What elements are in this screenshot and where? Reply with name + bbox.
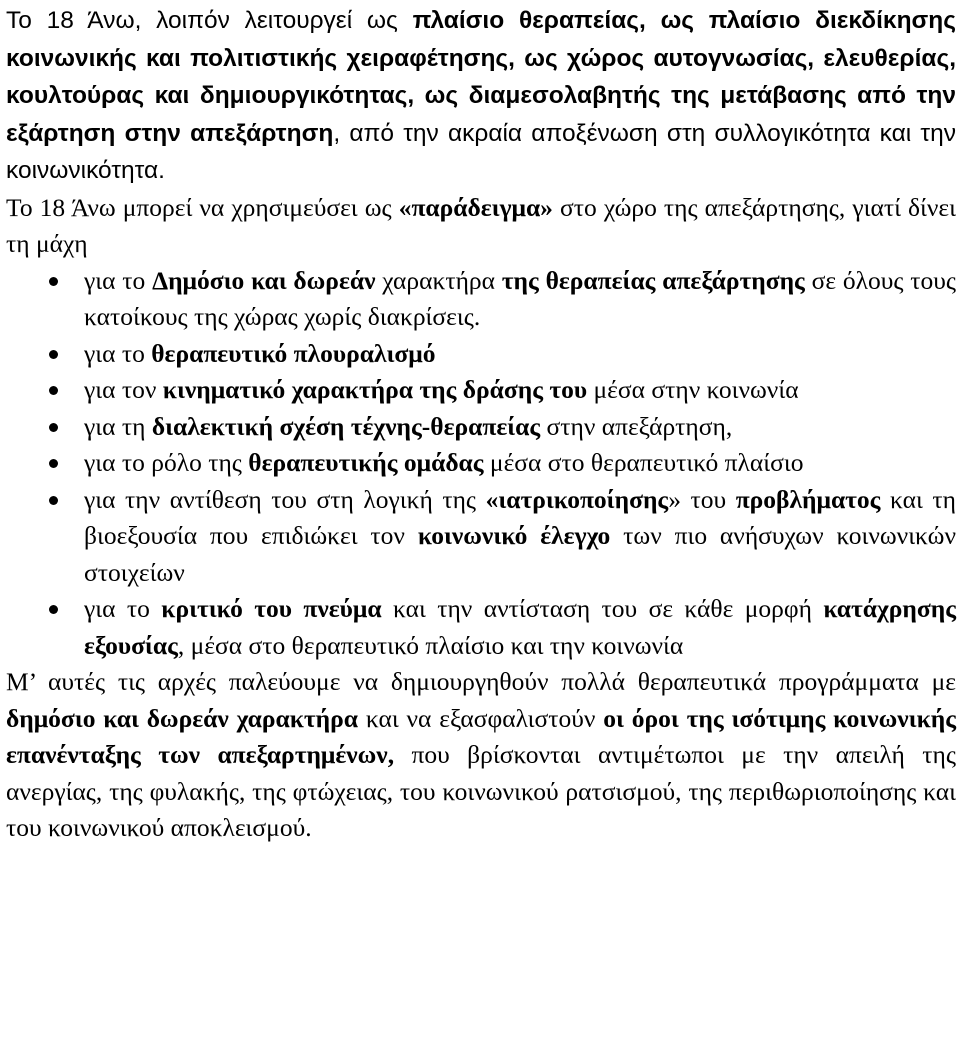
item-bold-text: προβλήματος: [735, 484, 881, 514]
item-bold-text: Δημόσιο και δωρεάν: [152, 265, 376, 295]
item-text: για το ρόλο της: [84, 448, 249, 477]
item-text: για το: [84, 338, 152, 368]
intro-paragraph: [6, 2, 956, 190]
list-item: [6, 336, 956, 373]
lead-text: Το 18 Άνω μπορεί να χρησιμεύσει ως: [6, 192, 399, 222]
item-text: μέσα στο θεραπευτικό πλαίσιο: [483, 448, 804, 477]
item-text: για το: [84, 265, 153, 295]
item-bold-text: κινηματικό χαρακτήρα της δράσης του: [162, 375, 588, 404]
item-bold-text: κοινωνικό έλεγχο: [417, 521, 611, 550]
closing-text: και να εξασφαλιστούν: [358, 703, 604, 733]
item-text: » του: [668, 484, 736, 514]
item-bold-text: «ιατρικοποίησης: [485, 484, 669, 514]
document-page: [6, 2, 956, 847]
item-text: για την αντίθεση του στη λογική της: [84, 484, 486, 514]
item-text: σε όλους τους κατοίκους της χώρας χωρίς διακρίσεις.: [84, 265, 956, 331]
closing-bold-text: δημόσιο και δωρεάν χαρακτήρα: [6, 703, 358, 733]
lead-bold-text: «παράδειγμα»: [398, 192, 553, 222]
item-bold-text: κριτικό του πνεύμα: [161, 594, 382, 623]
bullet-icon: [49, 350, 58, 359]
item-text: για τον: [84, 375, 163, 404]
item-text: μέσα στην κοινωνία: [587, 375, 799, 404]
list-item: [6, 482, 956, 592]
closing-text-end: που βρίσκονται αντιμέτωποι με την απειλή της ανεργίας, της φυλακής, της φτώχειας, του κοινωνικού ρατσισμού, της περιθωριοποίησης και του κοινωνικού αποκλεισμού.: [6, 740, 956, 842]
item-bold-text: της θεραπείας απεξάρτησης: [501, 265, 805, 295]
item-text: , μέσα στο θεραπευτικό πλαίσιο και την κοινωνία: [177, 630, 684, 660]
lead-text-end: στο χώρο της απεξάρτησης, γιατί δίνει τη μάχη: [6, 192, 956, 258]
list-item: [6, 372, 956, 409]
item-text: και τη βιοεξουσία που επιδιώκει τον: [84, 484, 957, 550]
intro-bold-text: πλαίσιο θεραπείας, ως πλαίσιο διεκδίκησης κοινωνικής και πολιτιστικής χειραφέτησης, ως χώρος αυτογνωσίας, ελευθερίας, κουλτούρας και δημιουργικότητας, ως διαμεσολαβητής της μετάβασης από την εξάρτηση στην απεξάρτηση: [6, 7, 956, 147]
intro-text: Το 18 Άνω, λοιπόν λειτουργεί ως: [6, 7, 413, 34]
bullet-icon: [49, 277, 58, 286]
item-bold-text: θεραπευτικό πλουραλισμό: [151, 338, 436, 368]
list-item: [6, 409, 956, 446]
item-text: των πιο ανήσυχων κοινωνικών στοιχείων: [84, 521, 956, 587]
list-item: [6, 591, 956, 664]
bullet-icon: [49, 423, 58, 432]
closing-paragraph: [6, 664, 956, 847]
bullet-icon: [49, 496, 58, 505]
bullet-icon: [49, 459, 58, 468]
item-text: και την αντίσταση του σε κάθε μορφή: [381, 594, 824, 623]
bullet-list: [6, 263, 956, 665]
item-text: για το: [84, 594, 162, 623]
lead-paragraph: [6, 190, 956, 263]
bullet-icon: [49, 605, 58, 614]
item-text: στην απεξάρτηση,: [540, 411, 733, 441]
item-text: χαρακτήρα: [375, 265, 502, 295]
list-item: [6, 445, 956, 482]
intro-text-end: , από την ακραία αποξένωση στη συλλογικότητα και την κοινωνικότητα.: [6, 119, 956, 184]
closing-bold-text: οι όροι της ισότιμης κοινωνικής επανένταξης των απεξαρτημένων,: [6, 703, 956, 769]
item-bold-text: κατάχρησης εξουσίας: [84, 594, 956, 660]
item-text: για τη: [84, 411, 152, 441]
bullet-icon: [49, 386, 58, 395]
item-bold-text: θεραπευτικής ομάδας: [248, 448, 484, 477]
list-item: [6, 263, 956, 336]
item-bold-text: διαλεκτική σχέση τέχνης-θεραπείας: [151, 411, 541, 441]
closing-text: Μ’ αυτές τις αρχές παλεύουμε να δημιουργηθούν πολλά θεραπευτικά προγράμματα με: [6, 667, 956, 696]
